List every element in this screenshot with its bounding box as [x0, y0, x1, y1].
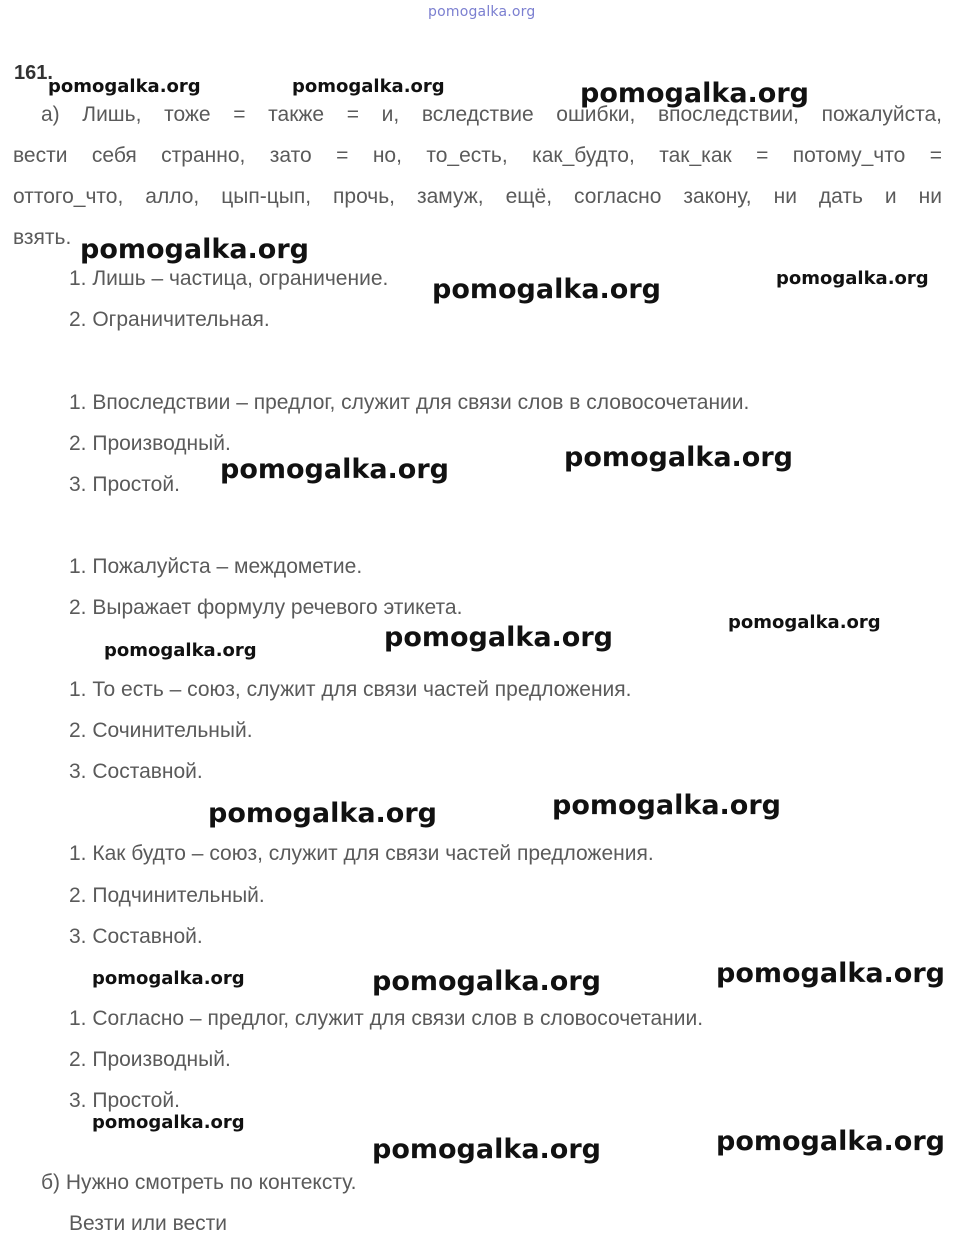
watermark: pomogalka.org — [776, 268, 929, 289]
analysis-4-item-2: 2. Сочинительный. — [69, 719, 253, 742]
analysis-1-item-2: 2. Ограничительная. — [69, 308, 270, 331]
analysis-5-item-2: 2. Подчинительный. — [69, 884, 265, 907]
watermark: pomogalka.org — [372, 1134, 601, 1165]
watermark: pomogalka.org — [48, 76, 201, 97]
watermark: pomogalka.org — [80, 234, 309, 265]
watermark: pomogalka.org — [728, 612, 881, 633]
part-a-line-3-text: оттого_что, алло, цып-цып, прочь, замуж, ещё, согласно закону, ни дать и ни — [13, 185, 942, 208]
watermark: pomogalka.org — [92, 1112, 245, 1133]
analysis-5-item-3: 3. Составной. — [69, 925, 203, 948]
part-b-intro: б) Нужно смотреть по контексту. — [41, 1171, 357, 1194]
analysis-2-item-3: 3. Простой. — [69, 473, 180, 496]
watermark: pomogalka.org — [208, 798, 437, 829]
watermark: pomogalka.org — [220, 454, 449, 485]
part-a-line-2 — [13, 145, 942, 166]
analysis-4-item-3: 3. Составной. — [69, 760, 203, 783]
watermark: pomogalka.org — [292, 76, 445, 97]
analysis-3-item-1: 1. Пожалуйста – междометие. — [69, 555, 363, 578]
part-a-line-3 — [13, 186, 942, 207]
analysis-2-item-2: 2. Производный. — [69, 432, 231, 455]
part-a-line-1-text: а) Лишь, тоже = также = и, вследствие ошибки, впоследствии, пожалуйста, — [41, 103, 942, 126]
analysis-1-item-1: 1. Лишь – частица, ограничение. — [69, 267, 389, 290]
analysis-2-item-1: 1. Впоследствии – предлог, служит для связи слов в словосочетании. — [69, 391, 750, 414]
analysis-4-item-1: 1. То есть – союз, служит для связи частей предложения. — [69, 678, 632, 701]
watermark: pomogalka.org — [384, 622, 613, 653]
watermark: pomogalka.org — [432, 274, 661, 305]
part-a-line-2-text: вести себя странно, зато = но, то_есть, как_будто, так_как = потому_что = — [13, 144, 942, 167]
analysis-6-item-2: 2. Производный. — [69, 1048, 231, 1071]
watermark: pomogalka.org — [92, 968, 245, 989]
site-link[interactable]: pomogalka.org — [428, 4, 536, 20]
part-b-example: Везти или вести — [69, 1212, 228, 1235]
watermark: pomogalka.org — [716, 1126, 945, 1157]
analysis-6-item-1: 1. Согласно – предлог, служит для связи слов в словосочетании. — [69, 1007, 704, 1030]
watermark: pomogalka.org — [580, 78, 809, 109]
watermark: pomogalka.org — [104, 640, 257, 661]
analysis-5-item-1: 1. Как будто – союз, служит для связи частей предложения. — [69, 842, 654, 865]
analysis-6-item-3: 3. Простой. — [69, 1089, 180, 1112]
exercise-number: 161. — [14, 62, 53, 84]
watermark: pomogalka.org — [716, 958, 945, 989]
part-a-line-4: взять. — [13, 226, 72, 249]
watermark: pomogalka.org — [564, 442, 793, 473]
watermark: pomogalka.org — [552, 790, 781, 821]
analysis-3-item-2: 2. Выражает формулу речевого этикета. — [69, 596, 463, 619]
watermark: pomogalka.org — [372, 966, 601, 997]
